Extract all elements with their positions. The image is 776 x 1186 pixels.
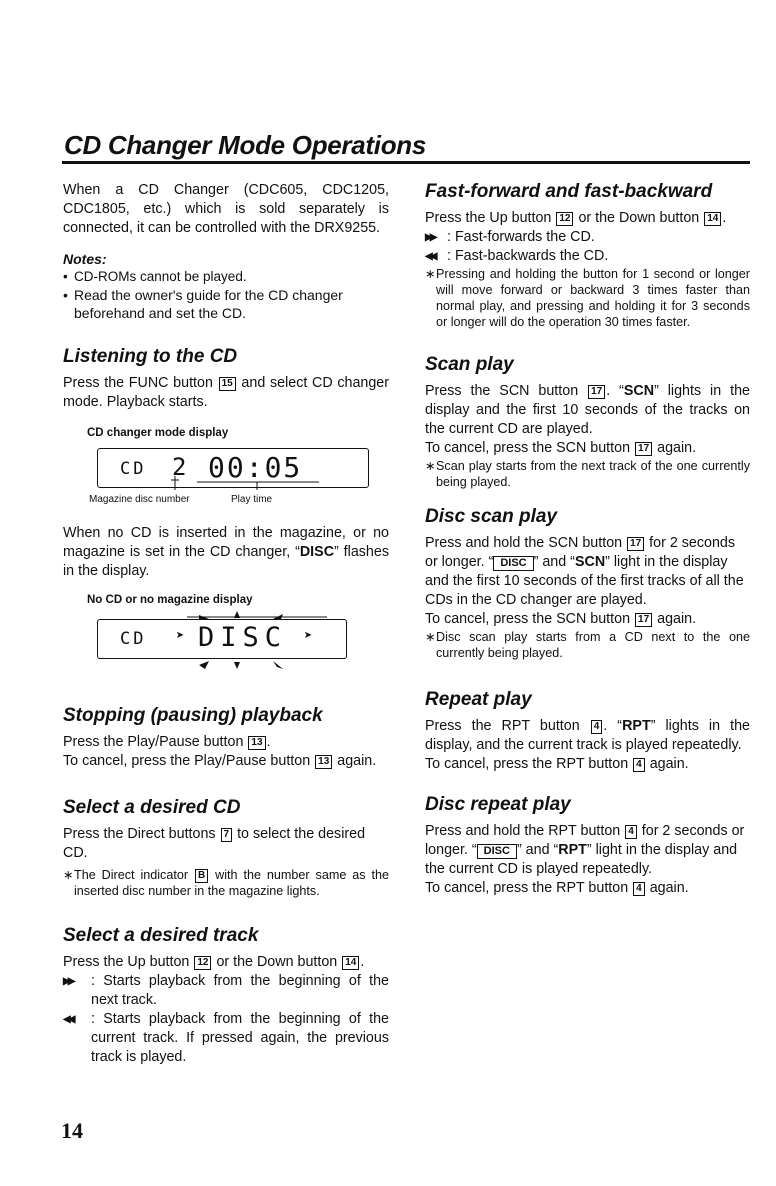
flash-mark-left: ➤	[176, 627, 185, 644]
disc-repeat-paragraph: Press and hold the RPT button 4 for 2 seconds or longer. “ DISC ” and “RPT” light in the display and the current CD is played repeatedly.	[425, 823, 745, 877]
forward-item: ▶▶ : Fast-forwards the CD.	[425, 229, 595, 245]
backward-item: ◀◀ : Starts playback from the beginning of the current track. If pressed again, the previous track is played.	[63, 1010, 389, 1065]
scan-paragraph: Press the SCN button 17 . “SCN” lights in the display and the first 10 seconds of the tracks on the current CD are played.	[425, 383, 750, 437]
section-heading-select-cd: Select a desired CD	[63, 796, 241, 818]
section-heading-disc-repeat: Disc repeat play	[425, 794, 571, 815]
right-column	[425, 181, 750, 898]
disc-indicator: DISC	[477, 844, 517, 859]
repeat-paragraph: Press the RPT button 4 . “RPT” lights in the display, and the current track is played repeatedly.	[425, 718, 750, 753]
flash-mark-right: ➤	[304, 627, 313, 644]
intro-paragraph: When a CD Changer (CDC605, CDC1205, CDC1805, etc.) which is sold separately is connected, it can be controlled with the DRX9255.	[63, 182, 389, 236]
func-button-key: 15	[219, 377, 236, 391]
lcd-disc-number: 2	[172, 452, 187, 481]
disc-indicator: DISC	[493, 556, 533, 571]
page-title: CD Changer Mode Operations	[64, 130, 427, 160]
notes-heading: Notes:	[63, 251, 107, 267]
note-item: • CD-ROMs cannot be played.	[63, 269, 247, 284]
lcd-disc-flashing-text: DISC	[198, 621, 288, 653]
section-heading-scan: Scan play	[425, 354, 514, 375]
section-heading-listening: Listening to the CD	[63, 345, 238, 367]
figure-caption: No CD or no magazine display	[87, 593, 253, 606]
scan-note: ∗ Scan play starts from the next track of the one currently being played.	[425, 459, 750, 489]
note-item: • Read the owner's guide for the CD changer beforehand and set the CD.	[63, 286, 343, 321]
no-cd-paragraph: When no CD is inserted in the magazine, or no magazine is set in the CD changer, “DISC” flashes in the display.	[63, 524, 389, 579]
scn-button-key: 17	[635, 613, 652, 627]
scn-button-key: 17	[635, 442, 652, 456]
disc-scan-paragraph: Press and hold the SCN button 17 for 2 seconds or longer. “ DISC ” and “SCN” light in the display and the first 10 seconds of the first tracks of all the CDs in the CD changer are played.	[425, 535, 744, 608]
stopping-line-1: Press the Play/Pause button 13 .	[63, 733, 271, 750]
page-number: 14	[61, 1118, 83, 1143]
direct-button-key: 7	[221, 828, 233, 842]
rpt-button-key: 4	[625, 825, 637, 839]
lcd-play-time: 00:05	[208, 450, 303, 484]
lcd-display	[97, 448, 369, 488]
disc-scan-cancel: To cancel, press the SCN button 17 again.	[425, 611, 697, 627]
lcd-mode-text: CD	[120, 628, 147, 649]
section-heading-select-track: Select a desired track	[63, 924, 259, 946]
select-cd-paragraph: Press the Direct buttons 7 to select the desired CD.	[63, 825, 366, 861]
fast-backward-icon: ◀◀	[425, 251, 435, 262]
play-pause-key: 13	[248, 736, 265, 750]
section-heading-repeat: Repeat play	[425, 689, 532, 710]
stopping-line-2: To cancel, press the Play/Pause button 13 again.	[63, 752, 377, 769]
no-cd-display-figure	[87, 593, 371, 679]
disc-scan-note: ∗ Disc scan play starts from a CD next to the one currently being played.	[425, 630, 750, 660]
down-button-key: 14	[704, 212, 721, 226]
ffwd-note: ∗ Pressing and holding the button for 1 second or longer will move forward or backward 3 times faster than normal play, and pressing and holding it for 3 seconds or longer will do the operation 30 times faster.	[425, 267, 750, 329]
repeat-cancel: To cancel, press the RPT button 4 again.	[425, 756, 689, 772]
scan-cancel: To cancel, press the SCN button 17 again.	[425, 440, 697, 456]
scn-button-key: 17	[627, 537, 644, 551]
section-heading-disc-scan: Disc scan play	[425, 506, 558, 527]
up-button-key: 12	[556, 212, 573, 226]
listening-paragraph: Press the FUNC button 15 and select CD changer mode. Playback starts.	[63, 374, 390, 410]
backward-item: ◀◀ : Fast-backwards the CD.	[425, 248, 609, 264]
label-play-time: Play time	[231, 493, 273, 505]
rpt-button-key: 4	[633, 882, 645, 896]
section-heading-stopping: Stopping (pausing) playback	[63, 704, 323, 726]
direct-indicator-key: B	[195, 869, 208, 883]
cd-changer-display-figure	[87, 426, 371, 508]
label-magazine-disc-number: Magazine disc number	[89, 493, 190, 505]
select-track-paragraph: Press the Up button 12 or the Down button 14 .	[63, 953, 365, 970]
ffwd-paragraph: Press the Up button 12 or the Down button 14 .	[425, 210, 727, 226]
select-cd-note: ∗ The Direct indicator B with the number same as the inserted disc number in the magazine lights.	[63, 867, 390, 898]
fast-forward-icon: ▶▶	[63, 975, 73, 987]
title-rule	[62, 161, 750, 164]
lcd-display-no-cd	[97, 619, 347, 659]
down-button-key: 14	[342, 956, 359, 970]
up-button-key: 12	[194, 956, 211, 970]
fast-forward-icon: ▶▶	[425, 232, 435, 243]
rpt-button-key: 4	[591, 720, 603, 734]
forward-item: ▶▶ : Starts playback from the beginning of the next track.	[63, 972, 389, 1008]
flash-marks-bottom	[87, 659, 371, 679]
lcd-mode-text: CD	[120, 458, 147, 479]
disc-repeat-cancel: To cancel, press the RPT button 4 again.	[425, 880, 689, 896]
fast-backward-icon: ◀◀	[63, 1013, 73, 1025]
scn-button-key: 17	[588, 385, 605, 399]
section-heading-ffwd: Fast-forward and fast-backward	[425, 181, 713, 202]
left-column	[63, 181, 389, 1067]
figure-caption: CD changer mode display	[87, 426, 229, 439]
rpt-button-key: 4	[633, 758, 645, 772]
play-pause-key: 13	[315, 755, 332, 769]
